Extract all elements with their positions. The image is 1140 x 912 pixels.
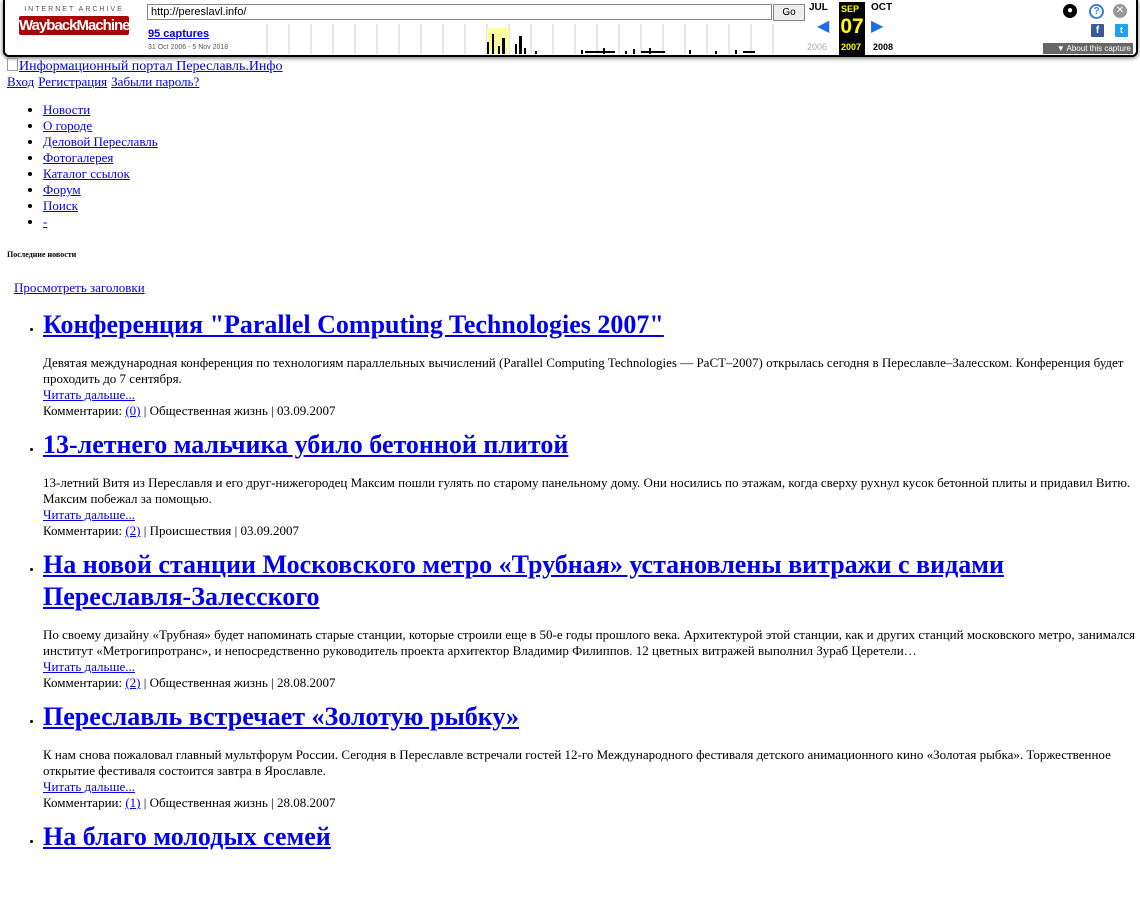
menu-item-search <box>43 198 1135 214</box>
menu-item-business <box>43 134 1135 150</box>
news-category-date: | Общественная жизнь | 28.08.2007 <box>143 675 336 690</box>
news-category-date: | Общественная жизнь | 28.08.2007 <box>143 795 336 810</box>
news-title-link[interactable]: • 13-летнего мальчика убило бетонной плитой <box>43 430 569 459</box>
news-title-link[interactable]: • На новой станции Московского метро «Трубная» установлены витражи с видами Переславля-Залесского <box>43 550 1004 611</box>
broken-image-icon <box>7 58 18 71</box>
twitter-icon[interactable]: t <box>1115 24 1128 37</box>
captures-link[interactable]: 95 captures <box>148 28 210 40</box>
news-meta <box>43 675 1135 691</box>
page-content <box>7 58 1135 863</box>
register-link[interactable]: Регистрация <box>38 74 108 89</box>
news-meta <box>43 403 1135 419</box>
captures-sparkline[interactable] <box>245 24 805 54</box>
comments-label: Комментарии: <box>43 403 123 418</box>
current-year: 2007 <box>841 42 862 52</box>
wayback-toolbar <box>0 0 1140 58</box>
comments-link[interactable]: (0) <box>125 403 141 418</box>
news-item <box>43 549 1135 691</box>
comments-label: Комментарии: <box>43 675 123 690</box>
comments-label: Комментарии: <box>43 795 123 810</box>
news-item <box>43 701 1135 811</box>
news-item <box>43 309 1135 419</box>
menu-link-links[interactable]: Каталог ссылок <box>43 166 130 181</box>
news-title-link[interactable]: • На благо молодых семей <box>43 822 331 851</box>
help-icon[interactable]: ? <box>1089 4 1104 19</box>
menu-item-dash <box>43 214 1135 230</box>
login-link[interactable]: Вход <box>7 74 35 89</box>
read-more-link[interactable]: Читать дальше... <box>43 779 135 794</box>
menu-link-about-city[interactable]: О городе <box>43 118 93 133</box>
prev-year-link[interactable]: 2006 <box>807 42 828 52</box>
news-item <box>43 821 1135 853</box>
news-category-date: | Происшествия | 03.09.2007 <box>143 523 299 538</box>
menu-item-about-city <box>43 118 1135 134</box>
current-day: 07 <box>840 15 864 38</box>
capture-date-range: 31 Oct 2006 - 5 Nov 2018 <box>148 44 229 51</box>
menu-link-forum[interactable]: Форум <box>43 182 81 197</box>
comments-label: Комментарии: <box>43 523 123 538</box>
menu-item-gallery <box>43 150 1135 166</box>
latest-news-heading: Последние новости <box>7 250 77 259</box>
news-summary: По своему дизайну «Трубная» будет напоминать старые станции, которые строили еще в 50-е годы прошлого века. Архитектурой этой станции, как и других станций московского метро, занимался институт «Метрогипротранс», и непосредственно руководитель проекта архитектор Владимир Филиппов. 12 цветных витражей выполнил Зураб Церетели… <box>43 627 1135 658</box>
news-summary: Девятая международная конференция по технологиям параллельных вычислений (Parallel Computing Technologies — PaCT–2007) открылась сегодня в Переславле–Залесском. Конференция будет проходить до 7 сентября. <box>43 355 1124 386</box>
next-capture-arrow-icon[interactable]: ▶ <box>871 18 884 35</box>
menu-link-dash[interactable]: - <box>43 214 48 229</box>
comments-link[interactable]: (2) <box>125 675 141 690</box>
news-list <box>7 309 1135 853</box>
read-more-link[interactable]: Читать дальше... <box>43 659 135 674</box>
news-meta <box>43 795 1135 811</box>
wayback-logo[interactable] <box>19 6 129 46</box>
about-capture-label: About this capture <box>1066 44 1131 53</box>
url-input[interactable]: http://pereslavl.info/ <box>147 4 772 20</box>
news-category-date: | Общественная жизнь | 03.09.2007 <box>143 403 336 418</box>
internet-archive-label: INTERNET ARCHIVE <box>24 6 124 13</box>
view-headlines-link[interactable]: Просмотреть заголовки <box>14 280 145 295</box>
close-icon[interactable]: ✕ <box>1113 4 1127 18</box>
news-summary: 13-летний Витя из Переславля и его друг-нижегородец Максим пошли гулять по старому панельному дому. Они носились по этажам, когда сверху рухнул кусок бетонной плиты и придавил Витю. Максим побежал за помощью. <box>43 475 1131 506</box>
prev-capture-arrow-icon[interactable]: ◀ <box>817 18 830 35</box>
news-title-link[interactable]: • Переславль встречает «Золотую рыбку» <box>43 702 519 731</box>
next-month-link[interactable]: OCT <box>871 2 893 13</box>
go-button[interactable]: Go <box>773 4 805 21</box>
menu-link-business[interactable]: Деловой Переславль <box>43 134 158 149</box>
prev-month-link[interactable]: JUL <box>809 2 828 13</box>
menu-item-news <box>43 102 1135 118</box>
wayback-machine-logo: WaybackMachine <box>19 17 130 34</box>
site-logo-alt-text[interactable]: Информационный портал Переславль.Инфо <box>19 59 283 74</box>
menu-item-links <box>43 166 1135 182</box>
read-more-link[interactable]: Читать дальше... <box>43 507 135 522</box>
auth-links <box>7 74 1135 90</box>
news-summary: К нам снова пожаловал главный мультфорум России. Сегодня в Переславле встречали гостей 12-го Международного фестиваля детского анимационного кино «Золотая рыбка». Торжественное открытие фестиваля состоится завтра в Ярославле. <box>43 747 1111 778</box>
current-month: SEP <box>841 4 860 14</box>
user-icon[interactable]: ● <box>1063 4 1077 18</box>
main-menu <box>7 102 1135 230</box>
wayback-panel <box>3 0 1138 57</box>
facebook-icon[interactable]: f <box>1091 24 1104 37</box>
comments-link[interactable]: (1) <box>125 795 141 810</box>
menu-link-gallery[interactable]: Фотогалерея <box>43 150 114 165</box>
about-capture-button[interactable] <box>1043 43 1133 54</box>
comments-link[interactable]: (2) <box>125 523 141 538</box>
menu-link-news[interactable]: Новости <box>43 102 91 117</box>
calendar-nav <box>807 2 907 54</box>
next-year-link[interactable]: 2008 <box>873 42 894 52</box>
forgot-password-link[interactable]: Забыли пароль? <box>111 74 200 89</box>
menu-item-forum <box>43 182 1135 198</box>
site-logo-link[interactable] <box>7 58 1135 74</box>
news-title-link[interactable]: • Конференция "Parallel Computing Technologies 2007" <box>43 310 664 339</box>
news-item <box>43 429 1135 539</box>
about-caret-icon: ▼ <box>1056 44 1067 53</box>
read-more-link[interactable]: Читать дальше... <box>43 387 135 402</box>
news-meta <box>43 523 1135 539</box>
menu-link-search[interactable]: Поиск <box>43 198 78 213</box>
